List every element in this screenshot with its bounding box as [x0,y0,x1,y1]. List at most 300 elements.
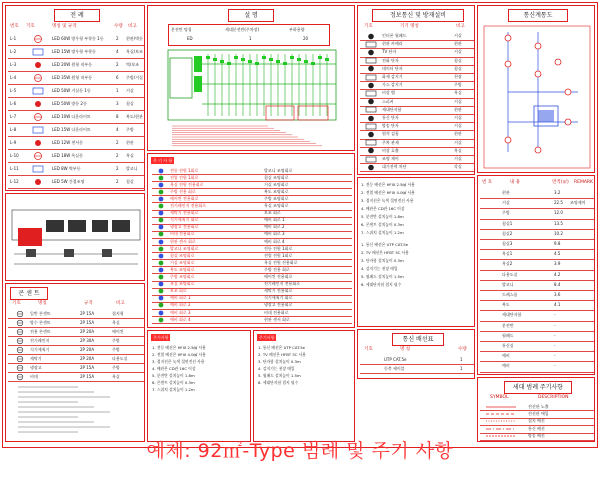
legend-table [8,32,144,190]
fixture-symbol-icon [30,73,46,83]
sys-header-2: 세대분전반(주차장) [225,27,260,32]
comm-table [360,32,474,172]
circuit-symbol-icon [156,310,166,316]
room-cell-name: 복도 [502,302,510,308]
symbol-description: 통신 배선 [528,425,545,431]
sys-value-1: ED [187,36,193,41]
legend-row [8,84,144,98]
small-cell-count: 1 [460,356,463,362]
room-header-3: REMARK [574,180,594,185]
general-note-line: 1. 전등 배선은 HFIX 2.5㎟ 사용 [361,182,415,187]
room-cell-area: 8.4 [554,281,561,287]
fixture-symbol-icon [30,86,46,96]
legend-cell-count: 2 [116,165,119,171]
symbol-description: 전선관 매입 [528,411,549,417]
device-symbol-icon [365,65,377,72]
legend-cell-no: L-5 [10,87,17,93]
circuit-label: 예비 회로 3 [170,309,191,315]
legend-row [8,123,144,137]
small-header-0: 기호 [364,347,373,352]
room-table-panel [477,175,595,375]
fixture-symbol-icon [30,151,46,161]
room-cell-name: 주방 [502,210,510,216]
outlet-cell-note: 주방 [112,364,120,370]
circuit-label: 욕실 전원 전용회로 [170,181,204,187]
circuit-symbol-icon [156,239,166,245]
comm-title: 정보통신 및 방재설비 [372,9,464,22]
outlet-cell-note: 주방 [112,337,120,343]
fixture-symbol-icon [30,164,46,174]
circuit-label: 발코니 조명회로 [170,245,199,251]
note-right-line: 6. 세대단자함 접지 필수 [258,380,299,385]
legend-row [8,136,144,150]
outlet-cell-name: 냉장고 [30,364,42,370]
fixture-symbol-icon [30,177,46,187]
legend-cell-no: L-11 [10,165,19,171]
legend-row [8,45,144,59]
symbol-legend-panel [477,377,595,442]
circuit-symbol-icon [156,302,166,308]
legend-cell-note: 발코니 [126,165,138,171]
comm-cell-note: 거실 [454,49,462,55]
outlet-cell-note: 에어컨 [112,328,124,334]
small-header-2: 수량 [458,347,467,352]
room-cell-name: 세대단자함 [502,312,522,318]
comm-wiring-table-panel [357,329,475,379]
legend-row [8,32,144,46]
legend-row [8,149,144,163]
room-cell-area: 10.2 [554,230,563,236]
circuit-label: 세탁기 전용회로 [170,210,199,216]
circuit-symbol-icon [156,175,166,181]
legend-cell-name: LED 10W 다운라이트 [52,113,91,119]
comm-header-0: 기호 [364,24,373,29]
circuit-symbol-icon [156,317,166,323]
fixture-symbol-icon [30,112,46,122]
comm-cell-note: 주방 [454,82,462,88]
circuit-label-right: 전등 전원 1회로 [264,245,293,251]
legend-header-2: 명칭 및 규격 [52,24,77,29]
room-cell-area: 4.1 [554,302,561,308]
small-cell-name: 동축 케이블 [384,365,405,371]
circuit-symbol-icon [156,224,166,230]
room-cell-area: - [554,332,556,338]
room-cell-name: 거실 [502,200,510,206]
outlet-header-1: 명칭 [38,301,47,306]
legend-cell-name: LED 35W 원형 직부등 [52,74,93,80]
circuit-symbol-icon [156,182,166,188]
circuit-symbol-icon [156,281,166,287]
comm-cell-note: 거실 [454,156,462,162]
comm-cell-name: 조명 제어 [382,156,399,162]
outlet-table [8,309,144,381]
circuit-symbol-icon [156,189,166,195]
circuit-symbol-icon [156,267,166,273]
outlet-cell-name: 일반 콘센트 [30,310,51,316]
legend-cell-note: 주방 [126,126,134,132]
green-wiring-diagram [148,46,356,150]
legend-cell-note: 침실 [126,178,134,184]
outlet-symbol-icon [14,355,26,363]
circuit-label-right: 욕실 조명회로 [264,203,289,208]
legend-cell-no: L-12 [10,178,19,184]
panel-board-diagram [5,193,145,281]
room-row [480,361,594,372]
room-cell-area: 3.9 [554,261,561,267]
outlet-cell-note: 다용도실 [112,355,128,361]
circuit-label: 냉장고 전용회로 [170,224,199,230]
general-note-line: 1. 통신 배선은 UTP CAT.5e [361,242,408,247]
room-cell-name: 욕실2 [502,261,513,267]
general-note-line: 3. 접지선은 녹색 절연전선 사용 [361,198,414,203]
legend-panel [5,5,145,191]
room-cell-name: 예비 [502,363,510,369]
circuit-symbol-icon [156,246,166,252]
note-right-line: 5. 월패드 설치높이 1.5m [258,373,301,378]
sys-value-2: 1 [249,36,252,41]
circuit-label: 거실 조명회로 [170,259,195,265]
notes-right-panel [253,330,355,442]
comm-cell-name: 전화 단자 [382,57,399,63]
legend-cell-name: LED 5W 간접조명 [52,178,85,184]
wiring-title: 통신계통도 [508,9,568,22]
outlet-cell-spec: 2P 20A [80,355,95,361]
circuit-label: 비데 전용회로 [170,231,195,237]
legend-cell-count: 2 [116,152,119,158]
circuit-label-right: 거실 조명회로 [264,181,289,187]
room-cell-name: 예비 [502,353,510,359]
general-note-line: 4. 배관은 CD관 16C 이상 [361,206,405,211]
comm-cell-note: 거실 [454,123,462,129]
room-cell-area: - [554,343,556,349]
general-note-line: 3. 단자함 설치높이 0.3m [361,258,404,263]
room-header-2: 면적(㎡) [552,180,569,185]
fixture-symbol-icon [30,47,46,57]
circuit-label-right: 비데 전용회로 [264,309,289,315]
legend-cell-count: 2 [116,35,119,41]
room-cell-area: - [554,353,556,359]
fixture-symbol-icon [30,138,46,148]
outlet-cell-spec: 2P 20A [80,328,95,334]
circuit-label: 전열 전원 1회로 [170,174,199,180]
general-note-line: 2. TV 배선은 HFBT 5C 사용 [361,250,409,255]
legend-cell-no: L-10 [10,152,19,158]
device-symbol-icon [365,139,377,146]
outlet-symbol-icon [14,328,26,336]
room-cell-area: - [554,363,556,369]
note-right-line: 3. 단자함 설치높이 0.3m [258,359,301,364]
comm-cell-name: 화재 감지기 [382,74,403,80]
legend-title: 전 례 [54,9,100,22]
outlet-cell-spec: 2P 20A [80,346,95,352]
circuit-label-right: 주방 전용 회로 [264,266,290,272]
device-symbol-icon [365,164,377,171]
room-cell-name: 침실2 [502,230,513,236]
circuit-label: 예비 회로 1 [170,295,191,301]
comm-cell-name: 인터폰 월패드 [382,33,407,39]
circuit-symbol-icon [156,274,166,280]
outlet-cell-name: 식기세척기 [30,346,50,352]
notes-left-tag: 주기사항 [153,335,169,340]
comm-cell-name: 현관 카메라 [382,41,403,47]
circuit-label-right: 침실 조명회로 [264,174,289,180]
circuit-label-right: 식기세척기 회로 [264,295,293,301]
circuit-symbol-icon [156,253,166,259]
circuit-symbol-icon [156,231,166,237]
legend-cell-no: L-3 [10,61,17,67]
circuit-label-right: 예비 회로 1 [264,217,285,223]
note-right-line: 2. TV 배선은 HFBT 5C 사용 [258,352,306,357]
room-cell-area: 3.6 [554,292,561,298]
circuit-list-panel [147,153,355,328]
circuit-list-tag: 주 기 사 항 [153,158,173,163]
comm-cell-name: 원격 검침 [382,131,399,137]
sys-header-3: 부하용량 [289,27,305,32]
outlet-symbol-icon [14,337,26,345]
outlet-cell-name: 비데 [30,373,38,379]
comm-cell-name: 방송 단자 [382,123,399,129]
legend-cell-no: L-2 [10,48,17,54]
circuit-list [152,167,352,325]
device-symbol-icon [365,147,377,154]
outlet-title: 콘 센 트 [10,287,48,300]
legend-cell-count: 2 [116,139,119,145]
circuit-symbol-icon [156,168,166,174]
comm-wiring-diagram [478,22,596,172]
room-cell-name: 침실1 [502,220,513,226]
page-caption: 예제: 92㎡-Type 범례 및 주기 사항 [146,440,454,462]
notes-left-panel [147,330,251,442]
circuit-label: 침실 조명회로 [170,252,195,258]
outlet-notes-lines [8,383,144,441]
room-cell-area: 3.2 [554,190,561,196]
small-header-1: 명 칭 [400,347,411,352]
circuit-symbol-icon [156,288,166,294]
outlet-cell-spec: 2P 15A [80,319,95,325]
sys-header-1: 분전반 명칭 [171,27,192,32]
comm-cell-note: 거실 [454,98,462,104]
comm-cell-note: 현관 [454,131,462,137]
legend-header-row [8,23,144,31]
small-table-title: 통신 배선표 [392,333,444,346]
note-left-line: 1. 전등 배선은 HFIX 2.5㎟ 사용 [152,345,206,350]
outlet-row [8,372,144,382]
circuit-label-right: 예비 회로 3 [264,231,285,237]
comm-cell-name: 비상 벨 [382,90,395,96]
circuit-label: 보조 회로 [170,288,187,294]
outlet-symbol-icon [14,310,26,318]
device-symbol-icon [365,74,377,81]
legend-cell-no: L-4 [10,74,17,80]
room-cell-name: 현관 [502,190,510,196]
circuit-label: 주방 조명회로 [170,274,195,279]
legend-row [8,58,144,72]
general-notes-panel [357,177,475,327]
room-cell-name: 분전반 [502,322,514,328]
outlet-cell-note: 욕실 [112,373,120,379]
legend-header-3: 수량 [114,24,123,29]
comm-cell-note: 현관 [454,106,462,112]
outlet-cell-spec: 2P 15A [80,310,95,316]
device-symbol-icon [365,106,377,113]
circuit-label-right: 발코니 조명회로 [264,167,293,173]
room-cell-area: - [554,322,556,328]
legend-cell-note: 복도/현관 [126,113,143,119]
symbol-legend-header [480,394,594,402]
circuit-symbol-icon [156,210,166,216]
device-symbol-icon [365,156,377,163]
comm-header-1: 기기 명칭 [400,24,419,29]
general-note-line: 5. 분전반 설치높이 1.8m [361,214,404,219]
circuit-label-right: 예비 회로 2 [264,224,285,230]
note-left-line: 5. 분전반 설치높이 1.8m [152,373,195,378]
room-cell-area: 13.5 [554,220,563,226]
device-symbol-icon [365,82,377,89]
small-cell-count: 1 [460,365,463,371]
room-cell-name: 월패드 [502,332,514,338]
circuit-label-right: 욕실 전원 전용회로 [264,259,298,265]
comm-row [360,163,474,172]
general-note-line: 6. 콘센트 설치높이 0.3m [361,222,404,227]
room-cell-name: 침실3 [502,241,513,247]
outlet-panel [5,283,145,442]
circuit-label-right: 복도 조명회로 [264,188,289,194]
outlet-symbol-icon [14,346,26,354]
comm-cell-name: 스피커 [382,98,394,104]
general-note-line: 5. 월패드 설치높이 1.5m [361,274,404,279]
system-title: 설 명 [228,9,274,22]
device-symbol-icon [365,115,377,122]
circuit-symbol-icon [156,295,166,301]
legend-cell-count: 4 [116,126,119,132]
legend-header-0: 번호 [10,24,19,29]
legend-cell-note: 침실 [126,100,134,106]
comm-cell-name: 통신 단자 [382,115,399,121]
note-left-line: 4. 배관은 CD관 16C 이상 [152,366,196,371]
comm-cell-name: TV 단자 [382,49,397,55]
circuit-label: 전기레인지 전용회로 [170,203,207,208]
outlet-cell-name: 전용 콘센트 [30,328,51,334]
circuit-label: 복도 조명회로 [170,266,195,272]
outlet-symbol-icon [14,373,26,381]
legend-header-4: 비고 [128,24,137,29]
outlet-cell-spec: 2P 15A [80,364,95,370]
outlet-symbol-icon [14,364,26,372]
circuit-label-right: 현관 센서 회로 [264,316,290,322]
room-cell-area: - [554,312,556,318]
small-table [360,355,474,375]
notes-right-tag: 주기사항 [259,335,275,340]
legend-cell-name: LED 60W 방우형 부착등 1등 [52,35,104,41]
wiring-panel [477,5,595,173]
circuit-label-right: 전기레인지 전용회로 [264,281,301,287]
note-left-line: 7. 스위치 설치높이 1.2m [152,387,195,392]
legend-cell-note: 벽/보조 [126,61,139,67]
room-header-1: 내 용 [510,180,521,185]
circuit-label: 예비 회로 2 [170,302,191,308]
room-cell-name: 드레스룸 [502,292,518,298]
room-cell-name: 발코니 [502,281,514,287]
device-symbol-icon [365,90,377,97]
legend-cell-name: LED 50W 방등 2등 [52,100,87,106]
room-cell-area: 4.2 [554,271,561,277]
circuit-row [152,316,352,324]
note-left-line: 6. 콘센트 설치높이 0.3m [152,380,195,385]
comm-cell-note: 침실 [454,65,462,71]
fixture-symbol-icon [30,99,46,109]
symbol-description: 접지 배선 [528,418,545,424]
circuit-label: 욕실 조명회로 [170,281,195,287]
legend-cell-no: L-6 [10,100,17,106]
circuit-label-right: 냉장고 전용회로 [264,302,293,308]
circuit-label-right: 주방 조명회로 [264,195,289,201]
legend-cell-name: LED 8W 벽부등 [52,165,81,171]
circuit-label: 현관 센서 회로 [170,238,196,244]
outlet-symbol-icon [14,319,26,327]
legend-cell-note: 현관/벽등 [126,35,143,41]
fixture-symbol-icon [30,125,46,135]
circuit-label: 주방 전용 회로 [170,188,196,194]
outlet-cell-name: 방수 콘센트 [30,319,51,325]
small-cell-name: UTP CAT.5e [384,356,407,362]
comm-cell-name: 데이터 단자 [382,65,403,71]
circuit-label-right: 세탁기 전용회로 [264,288,293,294]
device-symbol-icon [365,33,377,40]
symbol-description: 방송 배선 [528,433,545,439]
room-cell-area: 22.5 [554,200,563,206]
line-style-icon [486,411,516,417]
device-symbol-icon [365,123,377,130]
outlet-header-2: 규격 [84,301,93,306]
circuit-label-right: 에어컨 전용회로 [264,274,293,279]
device-symbol-icon [365,41,377,48]
outlet-cell-note: 주방 [112,346,120,352]
legend-cell-no: L-7 [10,113,17,119]
small-row [360,364,474,374]
legend-cell-count: 1 [116,87,119,93]
legend-cell-name: LED 12W 센서등 [52,139,84,145]
symbol-description: 전선관 노출 [528,403,549,409]
symbol-legend-title: 세대 범례 주기사항 [504,381,572,394]
comm-cell-note: 각실 [454,164,462,170]
legend-cell-count: 3 [116,100,119,106]
sys-value-3: 20 [303,36,309,41]
room-cell-remark: 조명제어 [570,200,586,206]
legend-cell-note: 거실 [126,87,134,93]
comm-cell-note: 현관 [454,41,462,47]
fixture-symbol-icon [30,60,46,70]
room-header-0: 번 호 [482,180,493,185]
legend-cell-name: LED 15W 다운라이트 [52,126,91,132]
legend-cell-count: 8 [116,113,119,119]
system-diagram-panel [147,5,355,151]
comm-cell-note: 욕실 [454,90,462,96]
legend-cell-note: 욕실 [126,152,134,158]
legend-row [8,71,144,85]
circuit-label: 식기세척기 회로 [170,217,199,223]
small-table-header [360,346,474,354]
outlet-header-3: 비고 [116,301,125,306]
legend-cell-note: 욕실/보조 [126,48,143,54]
comm-cell-name: 대기전력 차단 [382,164,407,170]
panel-schematic [6,194,146,282]
legend-cell-count: 2 [116,178,119,184]
legend-row [8,97,144,111]
outlet-cell-note: 접지형 [112,310,124,316]
circuit-label: 예비 회로 4 [170,316,191,322]
circuit-symbol-icon [156,217,166,223]
symbol-header-1: DESCRIPTION [538,395,569,400]
